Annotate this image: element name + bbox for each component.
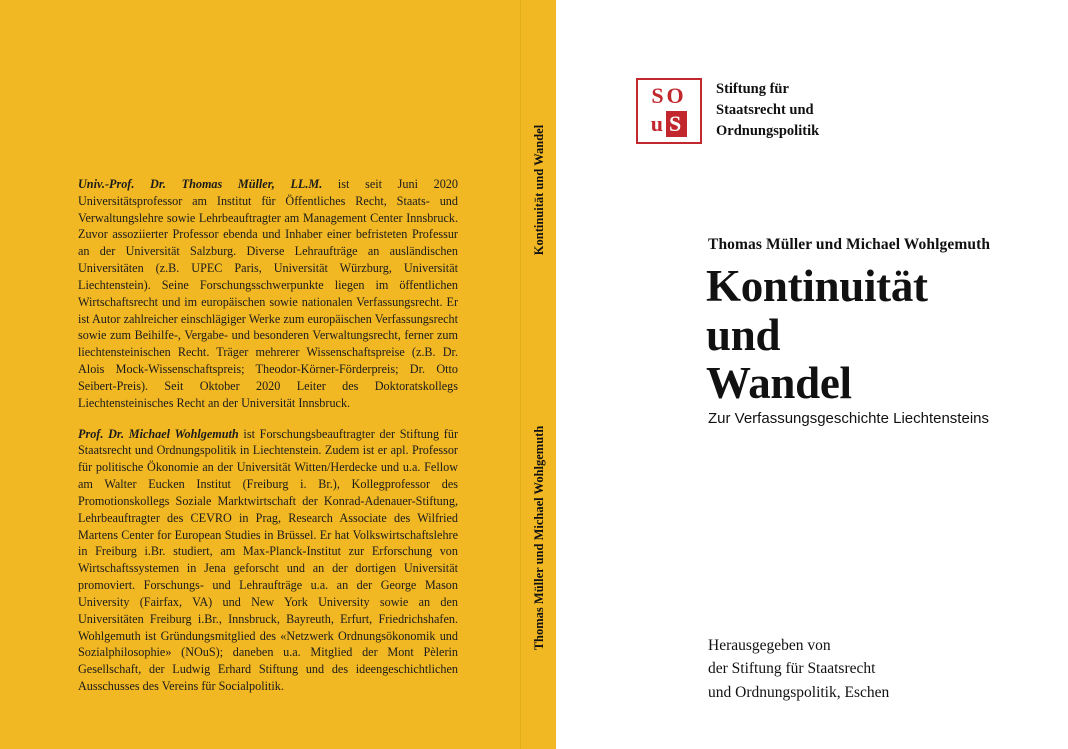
publisher-name-line-3: Ordnungspolitik bbox=[716, 123, 820, 140]
publisher-logo bbox=[636, 78, 819, 144]
bio-mueller-text: ist seit Juni 2020 Universitätsprofessor am Institut für Öffentliches Recht, Staats- und Verwaltungslehre sowie Lehrbeauftragter am Management Center Innsbruck. Zuvor assoziierter Professor ebenda und Inhaber einer befristeten Professur an der Universität Salzburg. Diverse Lehraufträge an ausländischen Universitäten (z.B. UPEC Paris, Universität Würzburg, Universität Liechtenstein). Seine Forschungsschwerpunkte liegen im öffentlichen Wirtschaftsrecht und im europäischen sowie nationalen Verfassungsrecht. Er ist Autor zahlreicher einschlägiger Werke zum europäischen Verfassungsrecht sowie zum Beihilfe-, Vergabe- und besonderen Verwaltungsrecht, ferner zum liechtensteinischen Recht. Träger mehrerer Wissenschaftspreise (z.B. Dr. Alois Mock-Wissenschaftspreis; Theodor-Körner-Förderpreis; Dr. Otto Seibert-Preis). Seit Oktober 2020 Leiter des Doktoratskollegs Liechtensteinisches Recht an der Universität Innsbruck. bbox=[78, 177, 458, 410]
cover-authors: Thomas Müller und Michael Wohlgemuth bbox=[708, 236, 991, 253]
bio-paragraph-mueller bbox=[78, 176, 458, 412]
publisher-line-2: der Stiftung für Staatsrecht bbox=[708, 660, 876, 678]
bio-wohlgemuth-text: ist Forschungsbeauftragter der Stiftung für Staatsrecht und Ordnungspolitik in Liechtenstein. Zudem ist er apl. Professor für politische Ökonomie an der Universität Witten/Herdecke und u.a. Fellow am Walter Eucken Institut (Freiburg i. Br.), Kollegprofessor des Promotionskollegs Soziale Marktwirtschaft der Konrad-Adenauer-Stiftung, Lehrbeauftragter des CEVRO in Prag, Research Associate des Wilfried Martens Center for European Studies in Brüssel. Er hat Volkswirtschaftslehre in Freiburg i.Br. studiert, am Max-Planck-Institut zur Erforschung von Wirtschaftssystemen in Jena geforscht und an der dortigen Universität promoviert. Forschungs- und Lehraufträge u.a. an der George Mason University (Fairfax, VA) und New York University sowie an den Universitäten Freiburg i.Br., Innsbruck, Bayreuth, Erfurt, Friedrichshafen. Wohlgemuth ist Gründungsmitglied des «Netzwerk Ordnungsökonomik und Sozialphilosophie» (NOuS); daneben u.a. Mitglied der Mont Pèlerin Gesellschaft, der Ludwig Erhard Stiftung und des ideengeschichtlichen Ausschusses des Vereins für Socialpolitik. bbox=[78, 426, 458, 694]
publisher-name-line-1: Stiftung für bbox=[716, 81, 789, 97]
logo-mark-top: SO bbox=[651, 83, 687, 108]
bio-paragraph-wohlgemuth bbox=[78, 426, 458, 695]
cover-title-line-3: Wandel bbox=[706, 358, 852, 409]
bio-mueller-name: Univ.-Prof. Dr. Thomas Müller, LL.M. bbox=[78, 177, 323, 191]
publisher-line-1: Herausgegeben von bbox=[708, 637, 831, 654]
logo-mark-s: S bbox=[666, 111, 687, 137]
publisher-line-3: und Ordnungspolitik, Eschen bbox=[708, 683, 890, 701]
cover-title-line-1: Kontinuität bbox=[706, 261, 928, 311]
spine-authors: Thomas Müller und Michael Wohlgemuth bbox=[532, 425, 546, 651]
cover-title-line-2: und bbox=[706, 309, 781, 360]
logo-mark-bottom bbox=[638, 109, 700, 138]
sous-logo-icon bbox=[636, 78, 702, 144]
spine-title: Kontinuität und Wandel bbox=[532, 124, 546, 256]
publisher-name-line-2: Staatsrecht und bbox=[716, 102, 814, 119]
publisher-name bbox=[716, 78, 819, 142]
cover-subtitle: Zur Verfassungsgeschichte Liechtensteins bbox=[708, 410, 989, 427]
logo-mark-u: u bbox=[650, 110, 666, 136]
cover-publisher-block bbox=[708, 634, 889, 704]
bio-wohlgemuth-name: Prof. Dr. Michael Wohlgemuth bbox=[78, 426, 239, 441]
front-cover-panel bbox=[556, 0, 1068, 749]
author-biographies bbox=[78, 176, 458, 709]
back-cover-panel bbox=[0, 0, 520, 749]
cover-title bbox=[706, 262, 1056, 408]
book-spine bbox=[520, 0, 557, 749]
